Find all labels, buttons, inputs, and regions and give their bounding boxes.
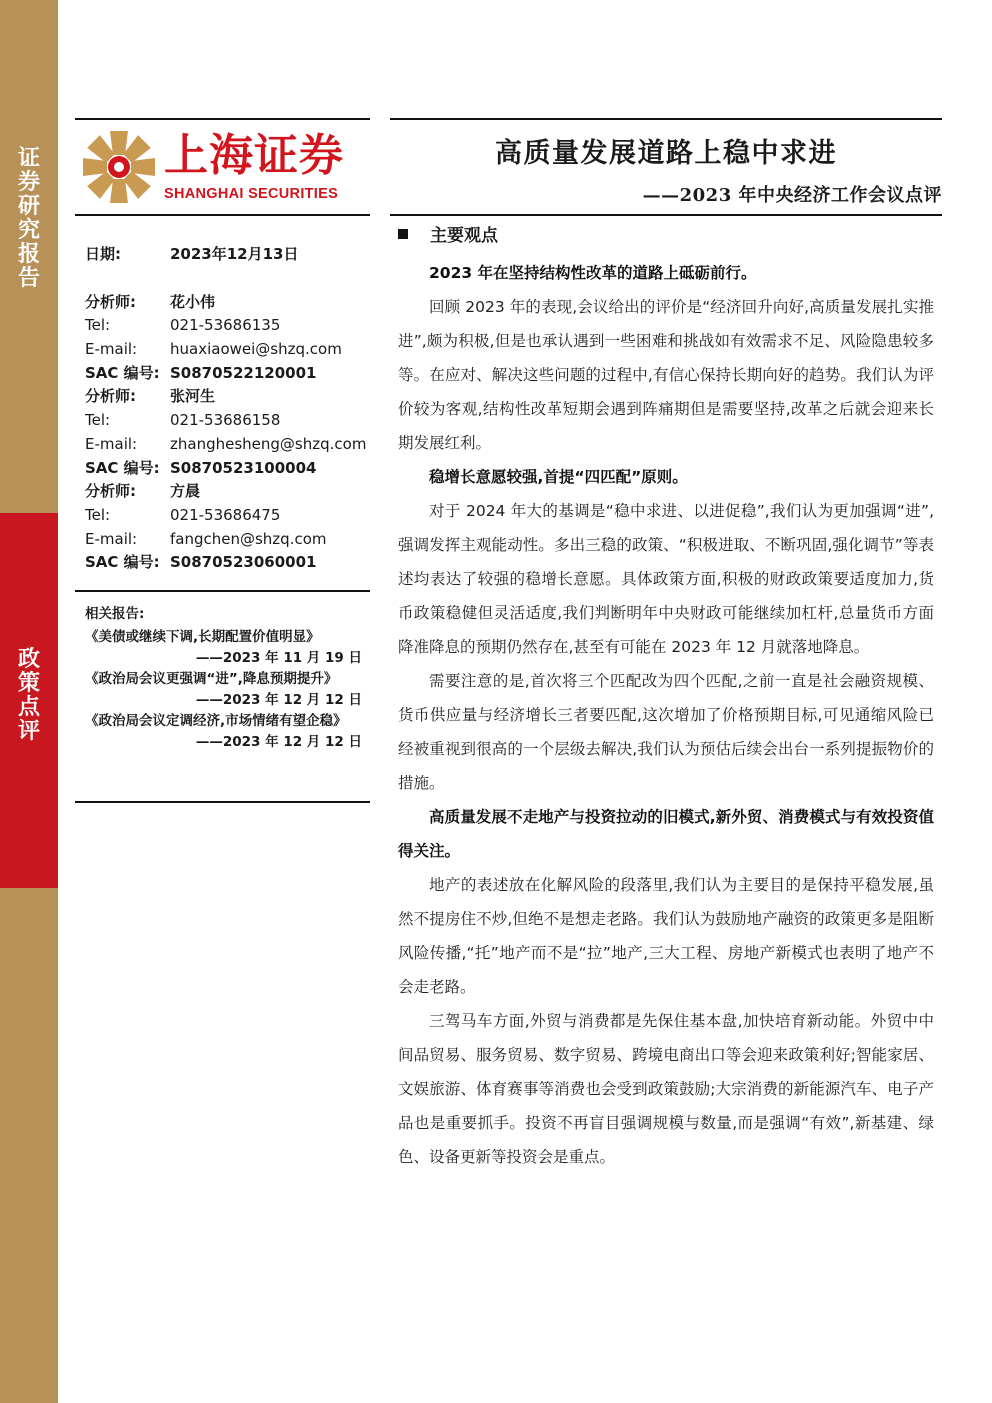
tel-row — [85, 314, 370, 338]
tel-label: Tel: — [85, 316, 111, 335]
related-bottom-rule — [75, 801, 370, 803]
email-link[interactable]: zhanghesheng@shzq.com — [170, 434, 367, 453]
sac-value: S0870523100004 — [170, 458, 317, 477]
related-report-link[interactable]: 《美债或继续下调,长期配置价值明显》 — [85, 629, 320, 645]
related-top-rule — [75, 590, 370, 592]
related-reports-title: 相关报告: — [85, 606, 145, 622]
analyst-row — [85, 385, 370, 409]
email-label: E-mail: — [85, 340, 138, 359]
tel-row — [85, 504, 370, 528]
report-subtitle: ——2023 年中央经济工作会议点评 — [642, 185, 942, 206]
sac-value: S0870523060001 — [170, 553, 317, 572]
report-body — [398, 256, 934, 1174]
email-label: E-mail: — [85, 434, 138, 453]
date-label: 日期: — [85, 245, 121, 263]
analyst-name: 花小伟 — [170, 292, 216, 311]
tel-label: Tel: — [85, 505, 111, 524]
sac-label: SAC 编号: — [85, 458, 160, 477]
sac-row — [85, 362, 370, 386]
right-title-rule — [390, 214, 942, 216]
email-row — [85, 433, 370, 457]
analyst-row — [85, 480, 370, 504]
analyst-name: 张河生 — [170, 387, 216, 406]
right-top-rule — [390, 118, 942, 120]
related-report-link[interactable]: 《政治局会议定调经济,市场情绪有望企稳》 — [85, 713, 347, 729]
sac-label: SAC 编号: — [85, 553, 160, 572]
paragraph-lead: 稳增长意愿较强,首提“四匹配”原则。 — [429, 468, 688, 486]
email-link[interactable]: huaxiaowei@shzq.com — [170, 340, 342, 359]
tel-label: Tel: — [85, 411, 111, 430]
analyst-label: 分析师: — [85, 292, 136, 311]
sac-value: S0870522120001 — [170, 363, 317, 382]
analyst-label: 分析师: — [85, 387, 136, 406]
paragraph-lead: 2023 年在坚持结构性改革的道路上砥砺前行。 — [429, 264, 757, 282]
analyst-name: 方晨 — [170, 482, 201, 501]
tel-value: 021-53686158 — [170, 411, 281, 430]
paragraph-lead: 高质量发展不走地产与投资拉动的旧模式,新外贸、消费模式与有效投资值得关注。 — [398, 808, 934, 860]
tel-row — [85, 409, 370, 433]
analyst-row — [85, 291, 370, 315]
company-logo — [80, 128, 370, 210]
related-report-date: ——2023 年 12 月 12 日 — [195, 692, 362, 708]
email-row — [85, 338, 370, 362]
email-label: E-mail: — [85, 529, 138, 548]
side-label-policy-review: 政策点评 — [17, 647, 40, 744]
bullet-square-icon — [398, 229, 408, 239]
analyst-label: 分析师: — [85, 482, 136, 501]
related-report-date: ——2023 年 12 月 12 日 — [195, 734, 362, 750]
left-top-rule — [75, 118, 370, 120]
section-title: 主要观点 — [430, 226, 498, 246]
section-heading — [398, 224, 498, 248]
related-report-date: ——2023 年 11 月 19 日 — [195, 650, 362, 666]
paragraph: 地产的表述放在化解风险的段落里,我们认为主要目的是保持平稳发展,虽然不提房住不炒,但绝不是想走老路。我们认为鼓励地产融资的政策更多是阻断风险传播,“托”地产而不是“拉”地产,三大工程、房地产新模式也表明了地产不会走老路。 — [398, 876, 934, 996]
related-report-link[interactable]: 《政治局会议更强调“进”,降息预期提升》 — [85, 671, 338, 687]
paragraph: 三驾马车方面,外贸与消费都是先保住基本盘,加快培育新动能。外贸中中间品贸易、服务贸易、数字贸易、跨境电商出口等会迎来政策利好;智能家居、文娱旅游、体育赛事等消费也会受到政策鼓励;大宗消费的新能源汽车、电子产品也是重要抓手。投资不再盲目强调规模与数量,而是强调“有效”,新基建、绿色、设备更新等投资会是重点。 — [398, 1012, 934, 1166]
related-reports — [85, 604, 370, 753]
sac-row — [85, 551, 370, 575]
date-value: 2023年12月13日 — [170, 245, 299, 263]
paragraph: 需要注意的是,首次将三个匹配改为四个匹配,之前一直是社会融资规模、货币供应量与经济增长三者要匹配,这次增加了价格预期目标,可见通缩风险已经被重视到很高的一个层级去解决,我们认为预估后续会出台一系列提振物价的措施。 — [398, 672, 934, 792]
sac-row — [85, 457, 370, 481]
date-row — [85, 243, 370, 267]
paragraph: 回顾 2023 年的表现,会议给出的评价是“经济回升向好,高质量发展扎实推进”,颇为积极,但是也承认遇到一些困难和挑战如有效需求不足、风险隐患较多等。在应对、解决这些问题的过程中,有信心保持长期向好的趋势。我们认为评价较为客观,结构性改革短期会遇到阵痛期但是需要坚持,改革之后就会迎来长期发展红利。 — [398, 298, 934, 452]
email-link[interactable]: fangchen@shzq.com — [170, 529, 327, 548]
paragraph: 对于 2024 年大的基调是“稳中求进、以进促稳”,我们认为更加强调“进”,强调发挥主观能动性。多出三稳的政策、“积极进取、不断巩固,强化调节”等表述均表达了较强的稳增长意愿。具体政策方面,积极的财政政策要适度加力,货币政策稳健但灵活适度,我们判断明年中央财政可能继续加杠杆,总量货币方面降准降息的预期仍然存在,甚至有可能在 2023 年 12 月就落地降息。 — [398, 502, 934, 656]
left-logo-rule — [75, 214, 370, 216]
report-info — [85, 243, 370, 575]
report-title: 高质量发展道路上稳中求进 — [495, 138, 837, 169]
side-label-research-report: 证券研究报告 — [17, 146, 40, 291]
tel-value: 021-53686475 — [170, 505, 281, 524]
logo-emblem-icon — [80, 128, 158, 206]
tel-value: 021-53686135 — [170, 316, 281, 335]
email-row — [85, 528, 370, 552]
logo-name-cn: 上海证券 — [164, 130, 344, 181]
logo-name-en: SHANGHAI SECURITIES — [164, 186, 339, 202]
sac-label: SAC 编号: — [85, 363, 160, 382]
